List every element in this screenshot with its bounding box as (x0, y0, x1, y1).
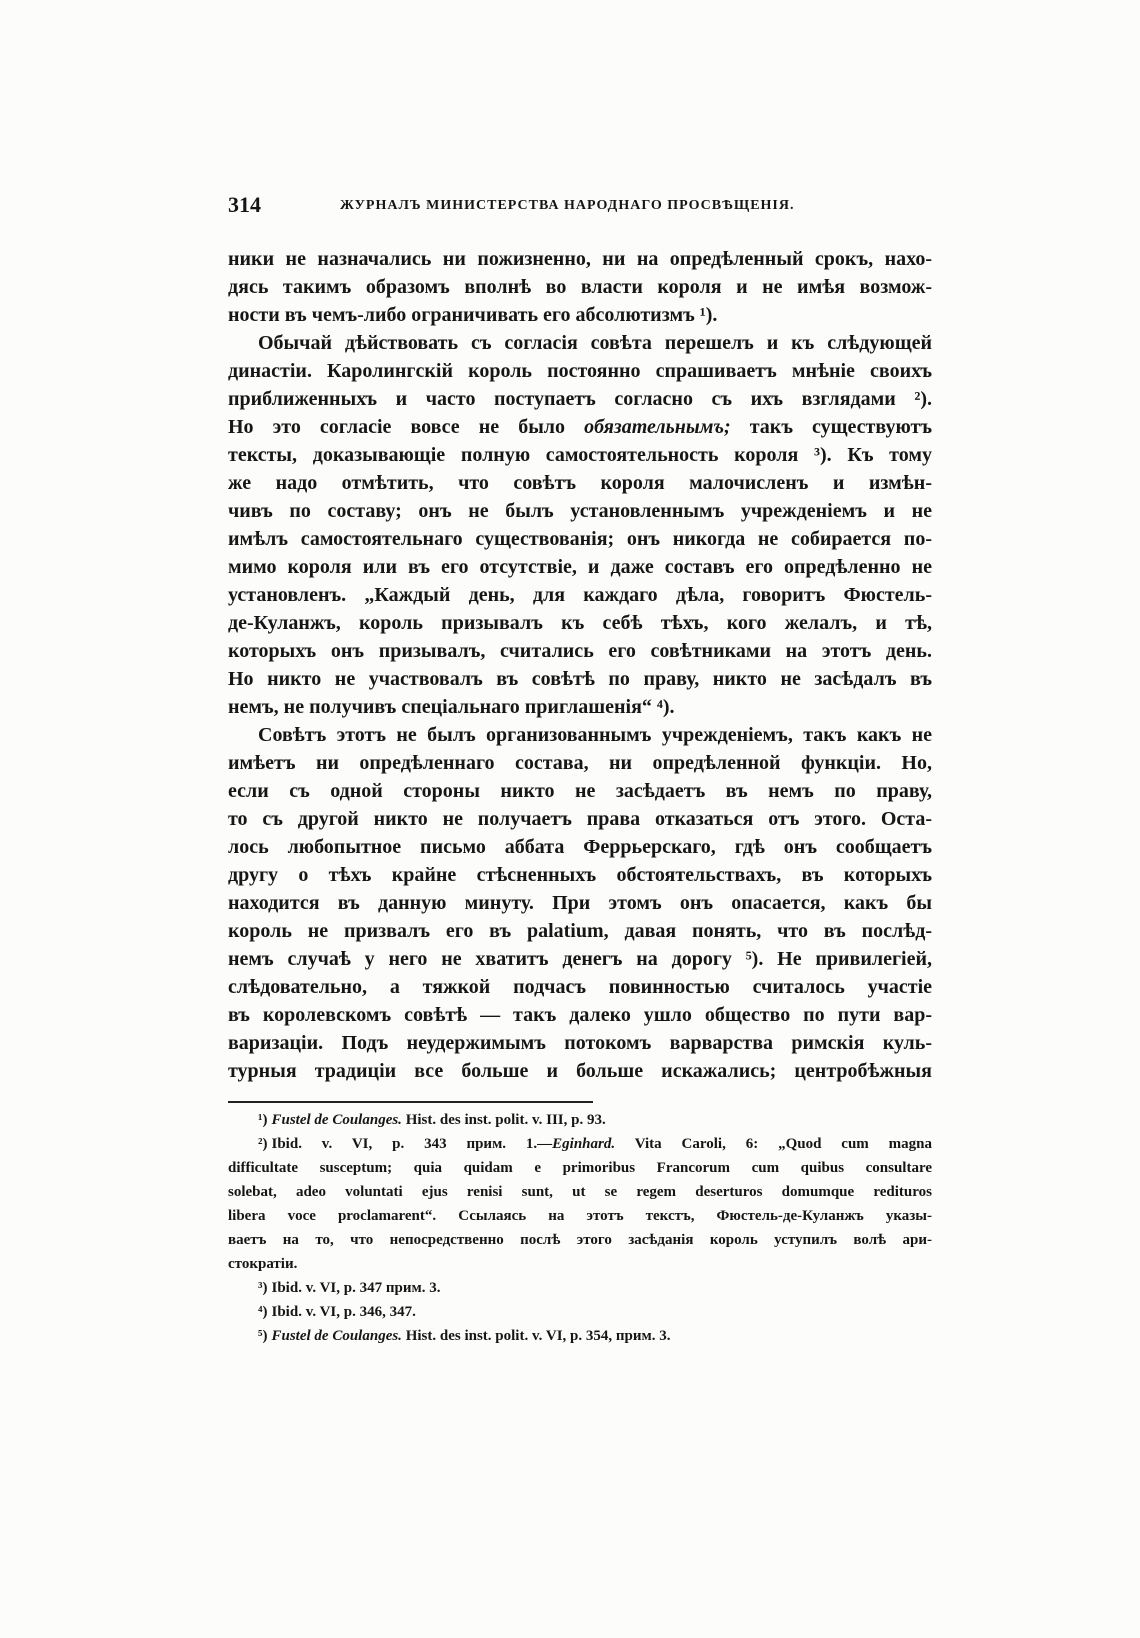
text-line (228, 861, 932, 889)
line-text: немъ, не получивъ спеціальнаго приглашенія“ ⁴). (228, 696, 675, 718)
line-text: другу о тѣхъ крайне стѣсненныхъ обстоятельствахъ, въ которыхъ (228, 864, 932, 886)
line-text: difficultate susceptum; quia quidam e primoribus Francorum cum quibus consultare (228, 1160, 932, 1176)
footnote-line (228, 1180, 932, 1204)
page-header (228, 190, 932, 220)
line-text: слѣдовательно, а тяжкой подчасъ повинностью считалось участіе (228, 976, 932, 998)
line-text: лось любопытное письмо аббата Феррьерскаго, гдѣ онъ сообщаетъ (228, 836, 932, 858)
footnote-marker: ⁴) (258, 1304, 268, 1320)
text-line (228, 1029, 932, 1057)
footnote-marker: ²) (258, 1136, 268, 1152)
text-line (228, 385, 932, 413)
line-text: немъ случаѣ у него не хватитъ денегъ на дорогу ⁵). Не привилегіей, (228, 948, 932, 970)
footnote-line (228, 1228, 932, 1252)
line-text: находится въ данную минуту. При этомъ онъ опасается, какъ бы (228, 892, 932, 914)
text-line (228, 777, 932, 805)
text-line (228, 245, 932, 273)
text-line (228, 413, 932, 441)
line-text: ваетъ на то, что непосредственно послѣ этого засѣданія король уступилъ волѣ ари- (228, 1232, 932, 1248)
text-line (228, 693, 932, 721)
line-text: имѣетъ ни опредѣленнаго состава, ни опредѣленной функціи. Но, (228, 752, 932, 774)
footnote-marker: ⁵) (258, 1328, 268, 1344)
footnote (228, 1108, 932, 1132)
line-text: имѣлъ самостоятельнаго существованія; онъ никогда не собирается по- (228, 528, 932, 550)
text-line (228, 609, 932, 637)
line-text: Hist. des inst. polit. v. III, p. 93. (401, 1112, 606, 1128)
footnote-line (228, 1132, 932, 1156)
footnote-line (228, 1156, 932, 1180)
footnotes (228, 1108, 932, 1348)
footnote-marker: ³) (258, 1280, 268, 1296)
line-text: Hist. des inst. polit. v. VI, p. 354, прим. 3. (401, 1328, 671, 1344)
line-text: Совѣтъ этотъ не былъ организованнымъ учрежденіемъ, такъ какъ не (258, 724, 932, 746)
line-text: которыхъ онъ призывалъ, считались его совѣтниками на этотъ день. (228, 640, 932, 662)
line-text: если съ одной стороны никто не засѣдаетъ въ немъ по праву, (228, 780, 932, 802)
line-text: ности въ чемъ-либо ограничивать его абсолютизмъ ¹). (228, 304, 718, 326)
text-line (228, 469, 932, 497)
footnote-line (228, 1252, 932, 1276)
line-text: Обычай дѣйствовать съ согласія совѣта перешелъ и къ слѣдующей (258, 332, 932, 354)
line-text: Ibid. v. VI, p. 343 прим. 1.— (271, 1136, 553, 1152)
italic-text: Eginhard. (552, 1136, 616, 1152)
line-text: solebat, adeo voluntati ejus renisi sunt, ut se regem deserturos domumque redituros (228, 1184, 932, 1200)
text-line (228, 329, 932, 357)
line-text: Ibid. v. VI, p. 346, 347. (271, 1304, 416, 1320)
paragraph (228, 329, 932, 721)
text-line (228, 553, 932, 581)
line-text: варизаціи. Подъ неудержимымъ потокомъ варварства римскія куль- (228, 1032, 932, 1054)
line-text: приближенныхъ и часто поступаетъ согласно съ ихъ взглядами ²). (228, 388, 932, 410)
line-text: тексты, доказывающіе полную самостоятельность короля ³). Къ тому (228, 444, 932, 466)
text-line (228, 973, 932, 1001)
text-line (228, 357, 932, 385)
text-line (228, 1057, 932, 1085)
text-line (228, 749, 932, 777)
line-text: въ королевскомъ совѣтѣ — такъ далеко ушло общество по пути вар- (228, 1004, 932, 1026)
line-text: Vita Caroli, 6: „Quod cum magna (615, 1136, 932, 1152)
text-line (228, 1001, 932, 1029)
line-text: libera voce proclamarent“. Ссылаясь на этотъ текстъ, Фюстель-де-Куланжъ указы- (228, 1208, 932, 1224)
line-text: установленъ. „Каждый день, для каждаго дѣла, говоритъ Фюстель- (228, 584, 932, 606)
text-line (228, 497, 932, 525)
line-text: король не призвалъ его въ palatium, давая понять, что въ послѣд- (228, 920, 932, 942)
line-text: династіи. Каролингскій король постоянно спрашиваетъ мнѣніе своихъ (228, 360, 932, 382)
line-text: Но это согласіе вовсе не было (228, 416, 585, 438)
line-text: ники не назначались ни пожизненно, ни на опредѣленный срокъ, нахо- (228, 248, 932, 270)
text-line (228, 833, 932, 861)
text-line (228, 917, 932, 945)
text-line (228, 301, 932, 329)
italic-text: Fustel de Coulanges. (271, 1328, 402, 1344)
line-text: такъ существуютъ (730, 416, 932, 438)
text-line (228, 273, 932, 301)
line-text: чивъ по составу; онъ не былъ установленнымъ учрежденіемъ и не (228, 500, 932, 522)
footnote-marker: ¹) (258, 1112, 268, 1128)
text-line (228, 945, 932, 973)
body-text (228, 245, 932, 1085)
footnote-line (228, 1108, 932, 1132)
line-text: Ibid. v. VI, p. 347 прим. 3. (271, 1280, 441, 1296)
line-text: Но никто не участвовалъ въ совѣтѣ по праву, никто не засѣдалъ въ (228, 668, 932, 690)
line-text: мимо короля или въ его отсутствіе, и даже составъ его опредѣленно не (228, 556, 932, 578)
text-line (228, 525, 932, 553)
footnote-line (228, 1276, 932, 1300)
footnote (228, 1300, 932, 1324)
paragraph (228, 245, 932, 329)
paragraph (228, 721, 932, 1085)
line-text: турныя традиціи все больше и больше искажались; центробѣжныя (228, 1060, 932, 1082)
footnote-line (228, 1324, 932, 1348)
text-line (228, 665, 932, 693)
line-text: стократіи. (228, 1256, 298, 1272)
italic-text: Fustel de Coulanges. (271, 1112, 402, 1128)
italic-text: обязательнымъ; (584, 416, 731, 438)
text-line (228, 805, 932, 833)
text-line (228, 581, 932, 609)
text-line (228, 889, 932, 917)
page-number: 314 (228, 192, 261, 217)
line-text: дясь такимъ образомъ вполнѣ во власти короля и не имѣя возмож- (228, 276, 932, 298)
footnote (228, 1276, 932, 1300)
line-text: де-Куланжъ, король призывалъ къ себѣ тѣхъ, кого желалъ, и тѣ, (228, 612, 932, 634)
footnote-line (228, 1204, 932, 1228)
footnote (228, 1324, 932, 1348)
line-text: то съ другой никто не получаетъ права отказаться отъ этого. Оста- (228, 808, 932, 830)
text-line (228, 721, 932, 749)
footnote (228, 1132, 932, 1276)
text-line (228, 441, 932, 469)
line-text: же надо отмѣтить, что совѣтъ короля малочисленъ и измѣн- (228, 472, 932, 494)
text-line (228, 637, 932, 665)
running-title: ЖУРНАЛЪ МИНИСТЕРСТВА НАРОДНАГО ПРОСВѢЩЕНІЯ. (340, 198, 795, 213)
footnote-rule (228, 1101, 593, 1103)
footnote-line (228, 1300, 932, 1324)
